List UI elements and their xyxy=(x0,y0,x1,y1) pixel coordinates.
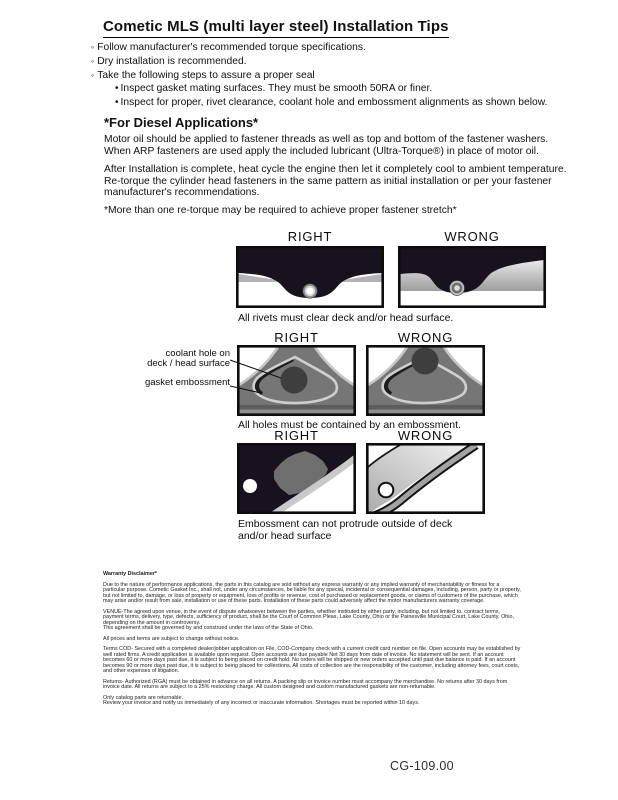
legal-paragraph: Terms COD- Secured with a completed dealer/jobber application on File, COD-Company check with a current credit card number on file. Open accounts may be established by well rated firms. A credit application is available upon request. Open accounts are due payable Net 30 days from date of invoice. No statement will be sent. If an account becomes 60 or more days past due, it is subject to being placed on credit hold. No orders will be shipped or new orders accepted until past due balance is paid. If an account becomes 90 or more days past due, it is subject to being placed for collections. All costs of collection are the responsibility of the customer, including attorney fees, court costs, and other expenses of litigation. xyxy=(103,646,521,674)
diagram-row3-right xyxy=(237,443,356,514)
warranty-disclaimer xyxy=(103,572,521,712)
bullet-icon: • xyxy=(115,83,119,95)
diesel-paragraph-2: After Installation is complete, heat cycle the engine then let it completely cool to ambient temperature. Re-torque the cylinder head fasteners in the same pattern as initial installation or per your fastener manufacturer's recommendations. xyxy=(104,164,567,198)
right-label: RIGHT xyxy=(287,229,333,244)
gasket-embossment-label: gasket embossment xyxy=(144,377,230,388)
tip-text: Follow manufacturer's recommended torque specifications. xyxy=(97,42,366,53)
legal-paragraph: This agreement shall be governed by and construed under the laws of the State of Ohio. xyxy=(103,625,314,631)
row2-caption: All holes must be contained by an embossment. xyxy=(238,419,461,431)
legal-paragraph: All prices and terms are subject to change without notice. xyxy=(103,635,240,642)
list-item xyxy=(91,41,591,55)
right-label: RIGHT xyxy=(274,330,319,345)
bullet-icon: • xyxy=(115,97,119,109)
list-item xyxy=(91,69,591,83)
bullet-icon: ◦ xyxy=(91,42,95,52)
right-label: RIGHT xyxy=(274,428,319,443)
coolant-hole xyxy=(281,367,308,394)
row1-caption: All rivets must clear deck and/or head surface. xyxy=(238,312,454,324)
page-title: Cometic MLS (multi layer steel) Installation Tips xyxy=(103,18,449,38)
bolt-hole xyxy=(243,479,257,493)
coolant-hole xyxy=(412,348,439,375)
wrong-label: WRONG xyxy=(397,428,454,443)
tip-text: Take the following steps to assure a proper seal xyxy=(97,69,315,81)
diagram-row2-wrong xyxy=(366,345,485,416)
legal-paragraph: Due to the nature of performance applications, the parts in this catalog are sold without any express warranty or any implied warranty of merchantability or fitness for a particular purpose. Cometic Gasket Inc., shall not, under any circumstances, be liable for any special, incidental or consequential damages, including, person, party or property, but not limited to, damage, or loss of property or equipment, loss of profits or revenue, cost of purchased or replacement goods, or claims of customers of the purchase, which may arise and/or result from sale, installation or use of these parts. Installation of these parts could adversely affect the motor manufacturers warranty coverage. xyxy=(103,581,521,604)
tip-text: Dry installation is recommended. xyxy=(97,55,247,67)
diagram-row3-wrong xyxy=(366,443,485,514)
bullet-icon: ◦ xyxy=(91,69,95,80)
diesel-section-heading: *For Diesel Applications* xyxy=(104,115,259,130)
bolt-hole xyxy=(379,483,394,498)
page-code: CG-109.00 xyxy=(390,759,454,773)
legal-paragraph: Only catalog parts are returnable. xyxy=(103,694,184,701)
diagram-row1-wrong xyxy=(398,246,546,308)
installation-tips-list xyxy=(91,41,591,110)
list-item xyxy=(115,82,591,96)
coolant-hole-label: coolant hole on deck / head surface xyxy=(147,348,230,369)
row3-caption: Embossment can not protrude outside of deck and/or head surface xyxy=(238,518,453,542)
legal-paragraph: VENUE-The agreed upon venue, in the event of dispute whatsoever between the parties, whether instituted by either party, including, but not limited to, contract terms, payment terms, delivery, type, defects, sufficiency of product, shall be the Court of Common Pleas, Lake County, Ohio or the Painesville Municipal Court, Lake County, Ohio, depending on the amount in controversy. xyxy=(103,608,514,626)
tip-text: Inspect for proper, rivet clearance, coolant hole and embossment alignments as shown below. xyxy=(120,97,548,109)
wrong-label: WRONG xyxy=(444,229,500,244)
diagram-row2-right xyxy=(237,345,356,416)
list-item xyxy=(115,96,591,110)
diagram-row1-right xyxy=(236,246,384,308)
diesel-paragraph-1: Motor oil should be applied to fastener threads as well as top and bottom of the fastener washers. When ARP fasteners are used apply the included lubricant (Ultra-Torque®) in place of motor oil. xyxy=(104,134,549,157)
legal-heading: Warranty Disclaimer* xyxy=(103,571,158,577)
legal-paragraph: Returns- Authorized (RGA) must be obtained in advance on all returns. A packing slip or invoice number must accompany the merchandise. No returns after 30 days from invoice date. All returns are subject to a 25% restocking charge. All custom designed and custom manufactured gaskets are non-returnable. xyxy=(103,678,508,690)
bullet-icon: ◦ xyxy=(91,55,95,66)
legal-paragraph: Review your invoice and notify us immediately of any incorrect or inaccurate information. Shortages must be reported within 10 days. xyxy=(103,700,420,706)
retorque-note: *More than one re-torque may be required to achieve proper fastener stretch* xyxy=(104,205,457,216)
tip-text: Inspect gasket mating surfaces. They must be smooth 50RA or finer. xyxy=(120,83,433,95)
wrong-label: WRONG xyxy=(397,330,454,345)
list-item xyxy=(91,55,591,69)
